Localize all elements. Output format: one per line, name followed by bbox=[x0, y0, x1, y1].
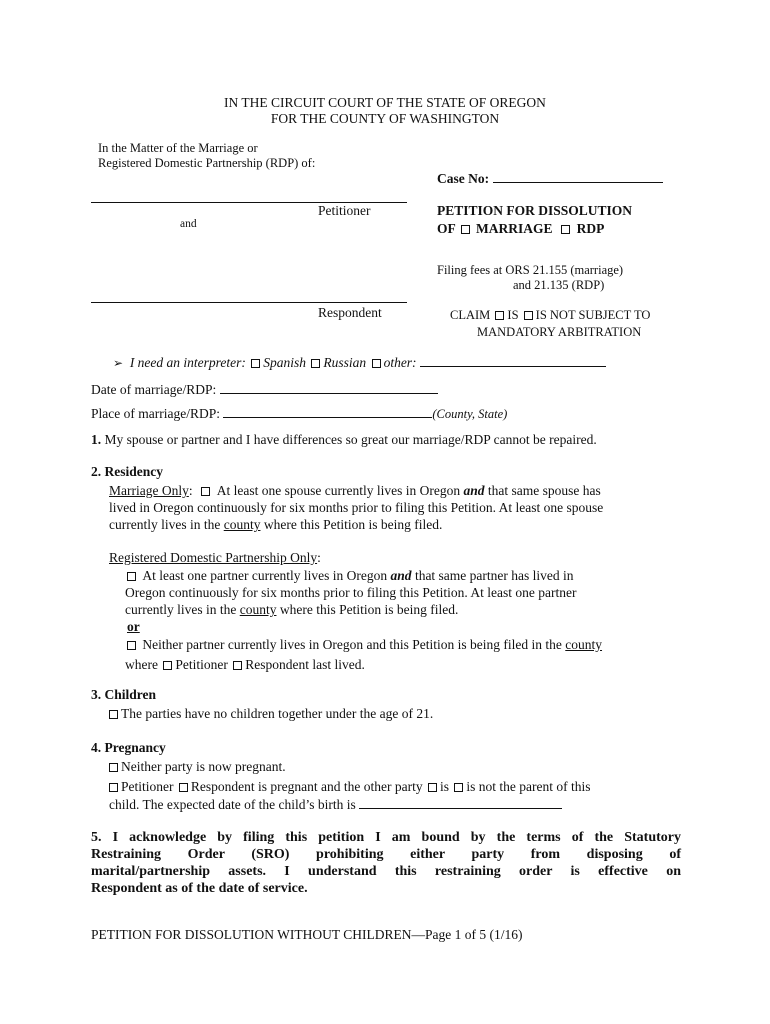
arbitration-line2: MANDATORY ARBITRATION bbox=[477, 325, 642, 339]
case-no-field[interactable] bbox=[493, 170, 663, 183]
arbitration-is-checkbox[interactable] bbox=[495, 311, 504, 320]
marriage-text-a: At least one spouse currently lives in Oregon bbox=[216, 483, 461, 498]
marriage-and-word: and bbox=[463, 483, 485, 498]
arrow-icon: ➢ bbox=[113, 356, 124, 370]
marriage-residency-checkbox[interactable] bbox=[201, 487, 210, 496]
where-respondent-label: Respondent last lived. bbox=[245, 657, 365, 672]
page-footer: PETITION FOR DISSOLUTION WITHOUT CHILDREN—Page 1 of 5 (1/16) bbox=[91, 927, 523, 942]
petition-title-line1: PETITION FOR DISSOLUTION bbox=[437, 203, 633, 218]
where-petitioner-label: Petitioner bbox=[175, 657, 228, 672]
section-1-text: My spouse or partner and I have differences so great our marriage/RDP cannot be repaired. bbox=[104, 432, 597, 447]
marriage-only-label: Marriage Only bbox=[109, 483, 189, 498]
rdp-label: RDP bbox=[576, 221, 605, 236]
other-language-field[interactable] bbox=[420, 354, 606, 367]
pregnant-petitioner-label: Petitioner bbox=[121, 779, 174, 794]
marriage-text-b: that same spouse has bbox=[487, 483, 601, 498]
pregnant-respondent-checkbox[interactable] bbox=[179, 783, 188, 792]
section-4-heading: 4. Pregnancy bbox=[91, 740, 166, 755]
neither-pregnant-row bbox=[109, 759, 286, 775]
section-5-line1-text: I acknowledge by filing this petition I am bound by the terms of the Statutory bbox=[112, 830, 682, 845]
spanish-label: Spanish bbox=[263, 355, 307, 370]
birth-date-row bbox=[109, 796, 562, 813]
arbitration-is-not-checkbox[interactable] bbox=[524, 311, 533, 320]
matter-line2: Registered Domestic Partnership (RDP) of: bbox=[98, 156, 316, 170]
spanish-checkbox[interactable] bbox=[251, 359, 260, 368]
respondent-label: Respondent bbox=[318, 305, 382, 320]
rdp-text-b: that same partner has lived in bbox=[414, 568, 574, 583]
rdp-text-a: At least one partner currently lives in Oregon bbox=[142, 568, 388, 583]
no-children-text: The parties have no children together under the age of 21. bbox=[121, 706, 434, 721]
russian-label: Russian bbox=[323, 355, 367, 370]
arbitration-line1 bbox=[450, 308, 650, 323]
other-label: other: bbox=[383, 355, 417, 370]
place-of-marriage-row bbox=[91, 405, 507, 422]
pregnant-petitioner-checkbox[interactable] bbox=[109, 783, 118, 792]
interpreter-row bbox=[113, 354, 606, 371]
neither-line1 bbox=[125, 637, 602, 653]
court-heading-line2: FOR THE COUNTY OF WASHINGTON bbox=[270, 111, 500, 126]
petition-title-of: OF bbox=[437, 221, 456, 236]
rdp-only-label: Registered Domestic Partnership Only bbox=[109, 550, 318, 565]
where-petitioner-checkbox[interactable] bbox=[163, 661, 172, 670]
place-of-marriage-label: Place of marriage/RDP: bbox=[91, 406, 220, 421]
marriage-only-line3 bbox=[109, 517, 442, 533]
rdp-only-heading: Registered Domestic Partnership Only: bbox=[109, 550, 321, 565]
section-5 bbox=[91, 829, 681, 897]
no-children-checkbox[interactable] bbox=[109, 710, 118, 719]
section-5-line1 bbox=[91, 829, 681, 846]
section-2-heading: 2. Residency bbox=[91, 464, 163, 479]
pregnant-row bbox=[109, 779, 590, 795]
case-no-label: Case No: bbox=[437, 171, 490, 186]
russian-checkbox[interactable] bbox=[311, 359, 320, 368]
fees-line1: Filing fees at ORS 21.155 (marriage) bbox=[437, 263, 624, 277]
claim-label: CLAIM bbox=[450, 308, 491, 322]
rdp-only-line1 bbox=[125, 568, 574, 584]
rdp-checkbox[interactable] bbox=[561, 225, 570, 234]
is-label: IS bbox=[507, 308, 519, 322]
rdp-line3-a: currently lives in the bbox=[125, 602, 237, 617]
section-3-row bbox=[109, 706, 433, 722]
parent-is-not-text: is not the parent of this bbox=[466, 779, 591, 794]
section-5-line2: Restraining Order (SRO) prohibiting either party from disposing of bbox=[91, 847, 681, 862]
or-word: or bbox=[127, 619, 140, 634]
date-of-marriage-label: Date of marriage/RDP: bbox=[91, 382, 217, 397]
petitioner-label: Petitioner bbox=[318, 203, 371, 218]
marriage-only-line2: lived in Oregon continuously for six months prior to filing this Petition. At least one spouse bbox=[109, 500, 604, 515]
birth-date-field[interactable] bbox=[359, 796, 562, 809]
county-state-hint: (County, State) bbox=[432, 407, 508, 421]
marriage-county-word: county bbox=[223, 517, 261, 532]
section-3-heading: 3. Children bbox=[91, 687, 157, 702]
marriage-only-line1: Marriage Only: At least one spouse currently lives in Oregon and that same spouse has bbox=[109, 483, 601, 498]
is-not-label: IS NOT SUBJECT TO bbox=[535, 308, 651, 322]
section-5-line4: Respondent as of the date of service. bbox=[91, 881, 308, 896]
where-label: where bbox=[125, 657, 158, 672]
interpreter-label: I need an interpreter: bbox=[129, 355, 246, 370]
where-respondent-checkbox[interactable] bbox=[233, 661, 242, 670]
marriage-line3-a: currently lives in the bbox=[109, 517, 221, 532]
neither-pregnant-checkbox[interactable] bbox=[109, 763, 118, 772]
fees-line2: and 21.135 (RDP) bbox=[513, 278, 605, 292]
section-5-number: 5. bbox=[91, 830, 102, 845]
parent-is-not-checkbox[interactable] bbox=[454, 783, 463, 792]
other-checkbox[interactable] bbox=[372, 359, 381, 368]
pregnant-respondent-text: Respondent is pregnant and the other party bbox=[190, 779, 423, 794]
rdp-residency-checkbox[interactable] bbox=[127, 572, 136, 581]
marriage-label: MARRIAGE bbox=[476, 221, 553, 236]
section-5-line3: marital/partnership assets. I understand this restraining order is effective on bbox=[91, 864, 681, 879]
section-1 bbox=[91, 432, 597, 448]
marriage-line3-b: where this Petition is being filed. bbox=[263, 517, 443, 532]
respondent-name-line[interactable] bbox=[91, 302, 407, 303]
neither-text: Neither partner currently lives in Oregon and this Petition is being filed in the bbox=[142, 637, 562, 652]
and-label: and bbox=[180, 218, 197, 230]
rdp-line3-b: where this Petition is being filed. bbox=[279, 602, 459, 617]
neither-line2 bbox=[125, 657, 365, 673]
date-of-marriage-field[interactable] bbox=[220, 381, 438, 394]
rdp-and-word: and bbox=[390, 568, 412, 583]
section-1-number: 1. bbox=[91, 432, 102, 447]
matter-line1: In the Matter of the Marriage or bbox=[98, 141, 258, 155]
neither-county-word: county bbox=[565, 637, 603, 652]
case-no bbox=[437, 170, 663, 187]
neither-pregnant-text: Neither party is now pregnant. bbox=[121, 759, 286, 774]
date-of-marriage-row bbox=[91, 381, 438, 398]
place-of-marriage-field[interactable] bbox=[223, 405, 432, 418]
parent-is-label: is bbox=[439, 779, 449, 794]
parent-is-checkbox[interactable] bbox=[428, 783, 437, 792]
petition-title-line2 bbox=[437, 221, 604, 237]
rdp-county-word: county bbox=[239, 602, 277, 617]
court-heading-line1: IN THE CIRCUIT COURT OF THE STATE OF OREGON bbox=[224, 95, 546, 110]
neither-residency-checkbox[interactable] bbox=[127, 641, 136, 650]
rdp-only-line3 bbox=[125, 602, 458, 618]
birth-date-label: child. The expected date of the child’s birth is bbox=[109, 797, 356, 812]
marriage-checkbox[interactable] bbox=[461, 225, 470, 234]
rdp-only-line2: Oregon continuously for six months prior to filing this Petition. At least one partner bbox=[125, 585, 577, 600]
